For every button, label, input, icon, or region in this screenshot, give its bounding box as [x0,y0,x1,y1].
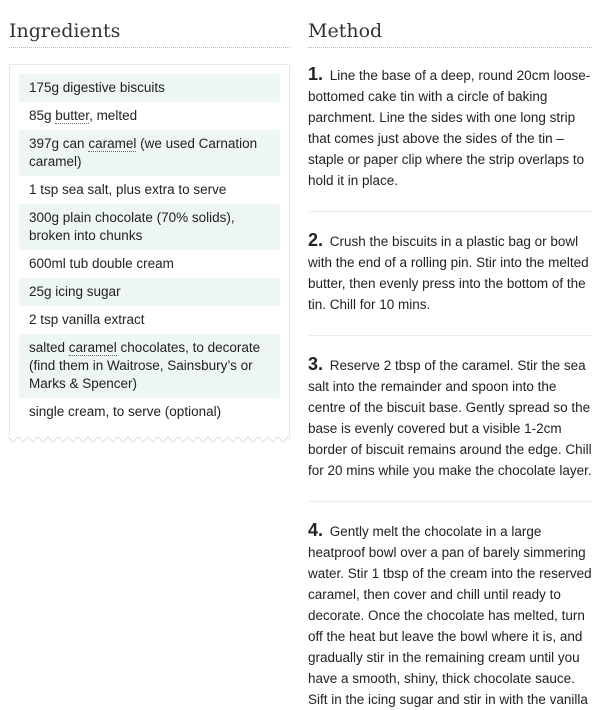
method-step [308,212,592,336]
ingredients-heading: Ingredients [9,20,121,42]
ingredient-item: 397g can caramel (we used Carnation caramel) [19,130,280,176]
ingredient-item: salted caramel chocolates, to decorate (find them in Waitrose, Sainsbury’s or Marks & Spencer) [19,334,280,398]
ingredient-item: 2 tsp vanilla extract [29,312,145,327]
ingredients-section [9,0,290,444]
ingredient-item: 300g plain chocolate (70% solids), broken into chunks [19,204,280,250]
step-text: Line the base of a deep, round 20cm loose-bottomed cake tin with a circle of baking parchment. Line the sides with one long strip that comes just above the sides of the tin – staple or paper clip where the strip overlaps to hold it in place. [308,68,591,188]
method-heading: Method [308,20,383,42]
glossary-link-caramel[interactable]: caramel [68,340,117,355]
ingredient-item: 25g icing sugar [19,278,280,306]
method-step [308,502,592,710]
step-text: Crush the biscuits in a plastic bag or bowl with the end of a rolling pin. Stir into the melted butter, then evenly press into the bottom of the tin. Chill for 10 mins. [308,234,589,312]
ingredients-divider [9,47,290,48]
ingredient-item: 600ml tub double cream [29,256,174,271]
glossary-link-caramel[interactable]: caramel [88,136,137,151]
ingredient-item: single cream, to serve (optional) [29,404,222,419]
step-number: 1. [308,64,324,84]
method-step [308,336,592,502]
ingredients-card [9,64,290,436]
step-number: 2. [308,230,324,250]
step-text: Gently melt the chocolate in a large heatproof bowl over a pan of barely simmering water. Stir 1 tbsp of the cream into the reserved caramel, then cover and chill until ready to decorate. Once the chocolate has melted, turn off the heat but leave the bowl where it is, and gradually stir in the remaining cream until you have a smooth, shiny, thick chocolate sauce. Sift in the icing sugar and stir in with the vanilla [308,524,592,707]
step-number: 3. [308,354,324,374]
ingredients-list [19,74,280,426]
card-torn-edge [8,436,291,444]
glossary-link-butter[interactable]: butter [55,108,90,123]
step-number: 4. [308,520,324,540]
method-section [308,0,592,710]
step-text: Reserve 2 tbsp of the caramel. Stir the sea salt into the remainder and spoon into the centre of the biscuit base. Gently spread so the base is evenly covered but a visible 1-2cm border of biscuit remains around the edge. Chill for 20 mins while you make the chocolate layer. [308,358,592,478]
ingredient-item: 1 tsp sea salt, plus extra to serve [29,182,227,197]
method-step [308,48,592,212]
ingredient-item: 85g butter, melted [29,108,138,123]
ingredient-item: 175g digestive biscuits [19,74,280,102]
